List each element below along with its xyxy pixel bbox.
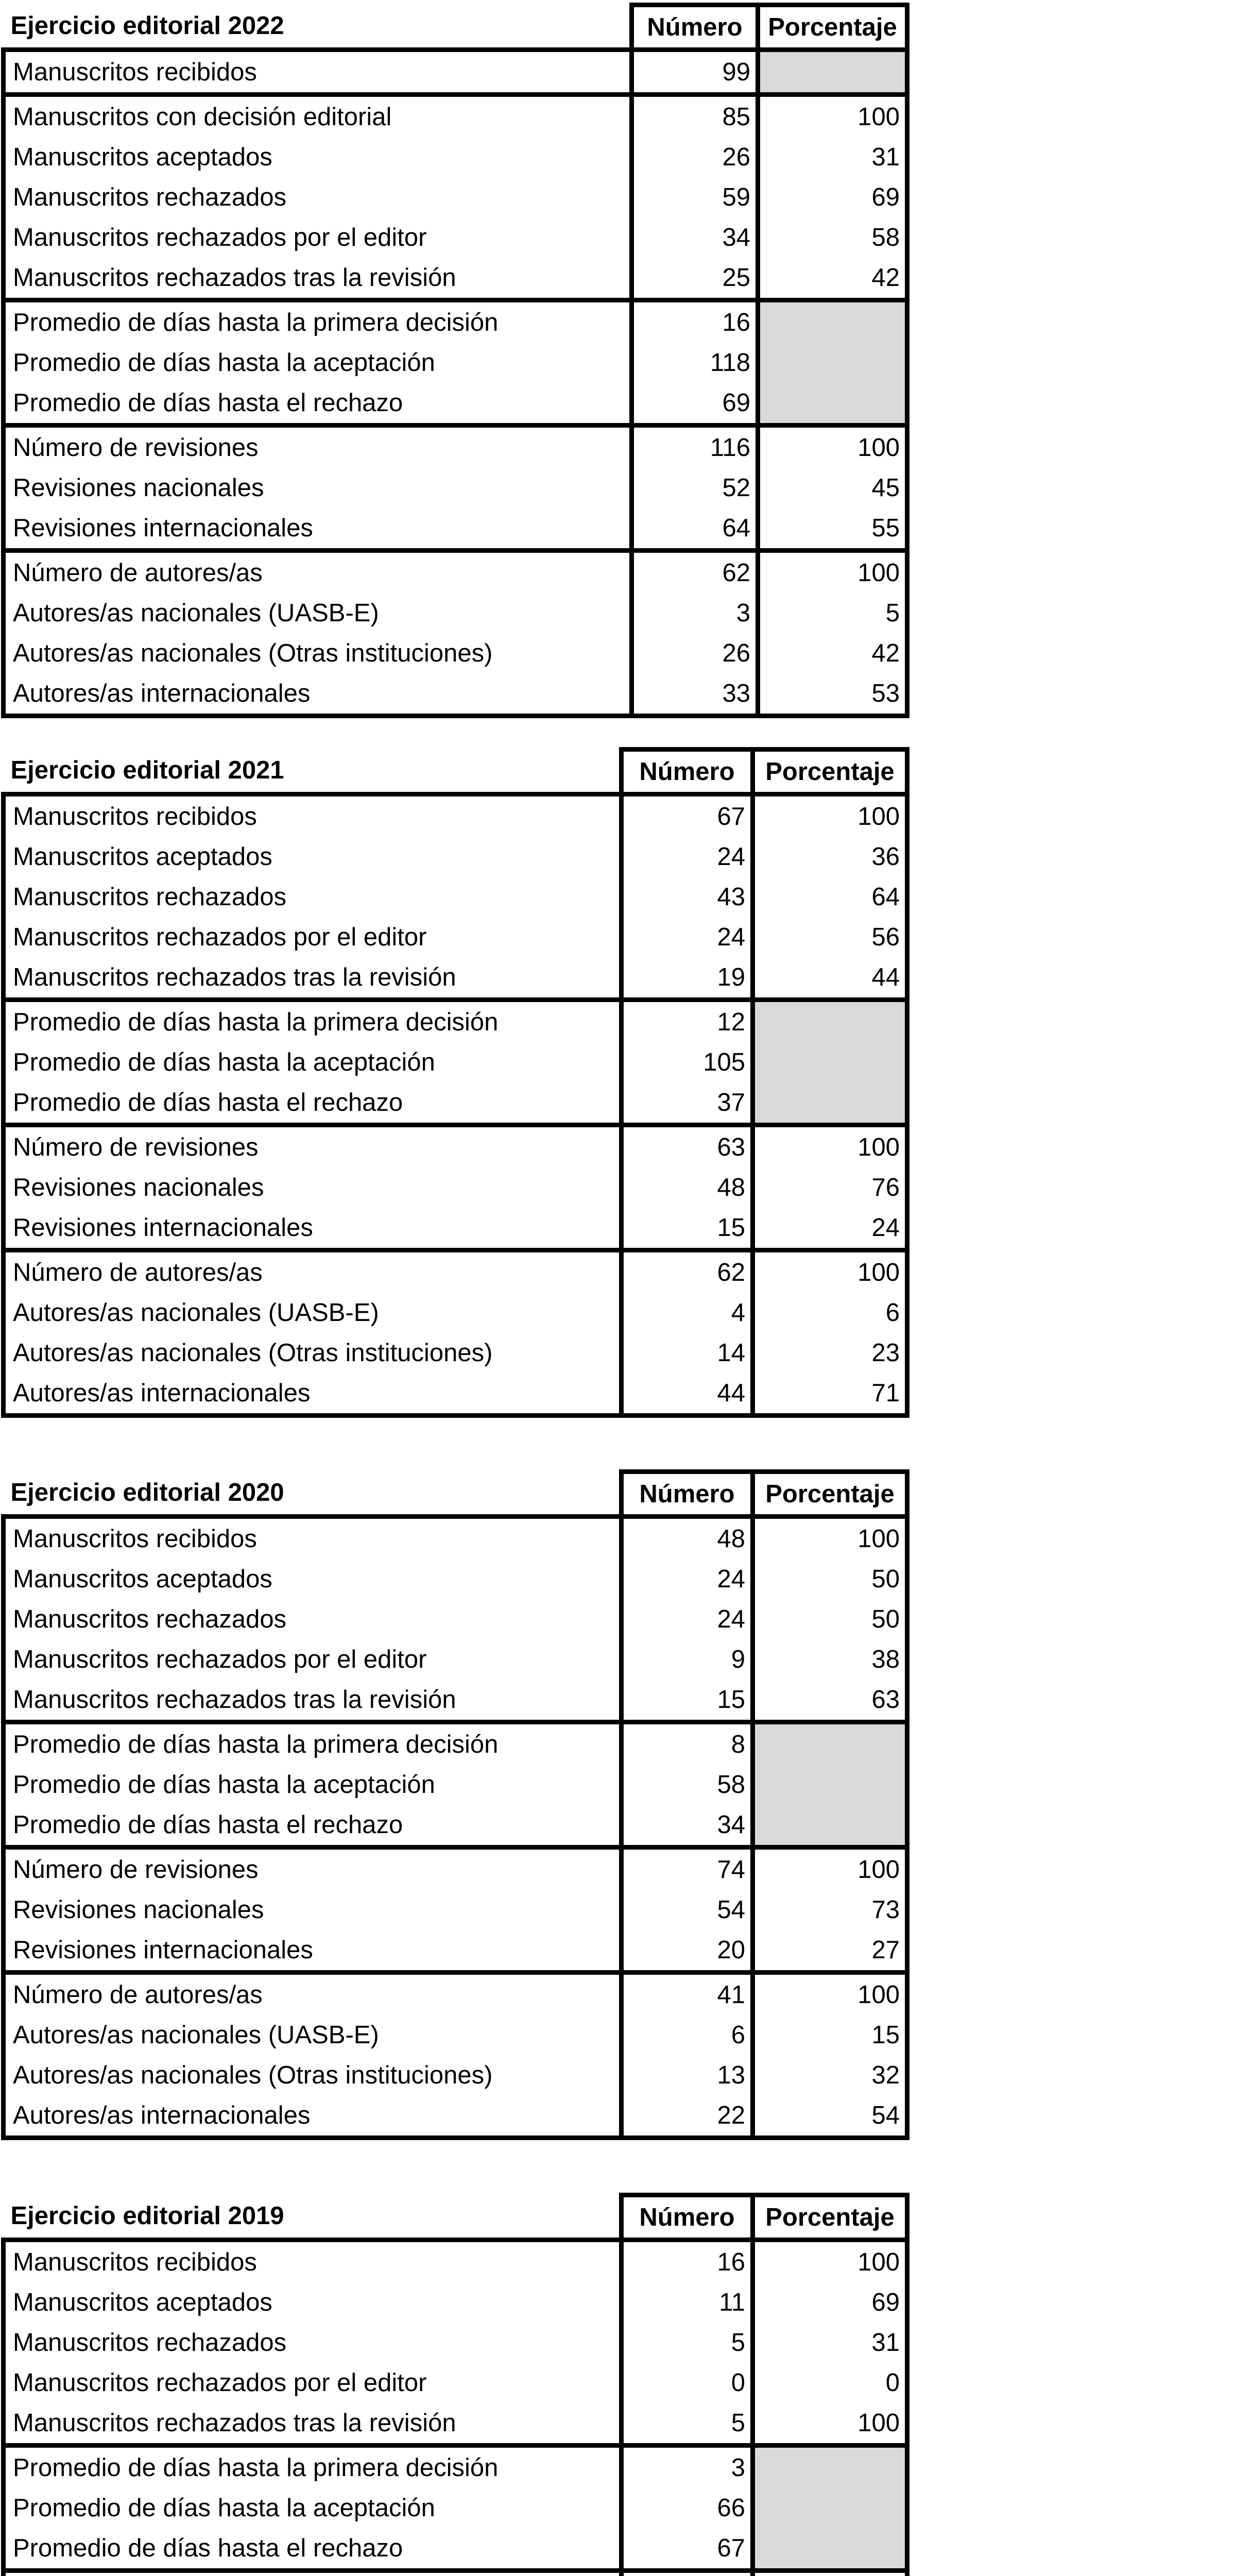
row-label: Promedio de días hasta la primera decisión	[4, 2446, 622, 2488]
row-label: Manuscritos rechazados por el editor	[4, 217, 632, 258]
row-label: Autores/as nacionales (UASB-E)	[4, 2015, 622, 2055]
row-label: Promedio de días hasta el rechazo	[4, 2528, 622, 2571]
row-percent: 73	[753, 1890, 907, 1930]
row-number: 16	[622, 2240, 753, 2283]
row-number: 24	[622, 917, 753, 957]
row-label: Manuscritos aceptados	[4, 137, 632, 177]
row-number: 67	[622, 2528, 753, 2571]
row-percent: 53	[758, 673, 907, 716]
row-label: Autores/as internacionales	[4, 2095, 622, 2138]
row-number: 24	[622, 837, 753, 877]
row-number: 67	[622, 794, 753, 837]
row-label: Manuscritos recibidos	[4, 2240, 622, 2283]
table-row	[4, 1973, 907, 2015]
row-number: 14	[622, 1333, 753, 1373]
row-percent: 27	[753, 1930, 907, 1973]
row-label: Manuscritos rechazados tras la revisión	[4, 957, 622, 1000]
row-label: Número de revisiones	[4, 1848, 622, 1890]
table-row	[4, 1042, 907, 1082]
row-label: Manuscritos rechazados	[4, 2323, 622, 2363]
table-row	[4, 794, 907, 837]
table-row	[4, 1082, 907, 1125]
row-percent: 54	[753, 2095, 907, 2138]
table-row	[4, 300, 907, 343]
row-number: 8	[622, 1722, 753, 1765]
row-percent: 71	[753, 1373, 907, 1416]
table-row	[4, 2403, 907, 2446]
table-row	[4, 2055, 907, 2095]
row-label: Promedio de días hasta la aceptación	[4, 1765, 622, 1805]
table-row	[4, 837, 907, 877]
row-percent: 24	[753, 1208, 907, 1250]
row-number: 118	[632, 343, 758, 383]
row-percent-empty	[753, 1082, 907, 1125]
row-number: 52	[632, 468, 758, 508]
row-label: Promedio de días hasta la primera decisión	[4, 1722, 622, 1765]
table-row	[4, 508, 907, 551]
table-row	[4, 1517, 907, 1560]
table-row	[4, 95, 907, 138]
column-header-number: Número	[632, 5, 758, 50]
table-row	[4, 1599, 907, 1639]
row-percent-empty	[753, 2446, 907, 2488]
row-percent-empty	[753, 1805, 907, 1848]
row-label: Manuscritos recibidos	[4, 794, 622, 837]
row-number: 37	[622, 1082, 753, 1125]
table-row	[4, 2571, 907, 2576]
row-number: 22	[622, 2095, 753, 2138]
row-percent: 76	[753, 1167, 907, 1208]
row-number: 20	[622, 1930, 753, 1973]
table-row	[4, 2095, 907, 2138]
table-row	[4, 1805, 907, 1848]
row-percent: 31	[758, 137, 907, 177]
row-percent: 100	[753, 794, 907, 837]
row-number	[622, 2571, 753, 2576]
row-percent-empty	[753, 2528, 907, 2571]
row-number: 69	[632, 383, 758, 426]
row-percent: 69	[758, 177, 907, 217]
row-label: Autores/as nacionales (Otras instituciones)	[4, 633, 632, 673]
row-label: Revisiones nacionales	[4, 468, 632, 508]
row-number: 26	[632, 137, 758, 177]
column-header-percent: Porcentaje	[753, 2195, 907, 2240]
table-row	[4, 2240, 907, 2283]
table-header-row	[4, 2195, 907, 2240]
row-percent: 100	[753, 1250, 907, 1293]
table-row	[4, 1293, 907, 1333]
row-number: 85	[632, 95, 758, 138]
row-label: Manuscritos rechazados por el editor	[4, 1639, 622, 1680]
row-percent: 100	[753, 1973, 907, 2015]
row-number: 64	[632, 508, 758, 551]
row-label: Promedio de días hasta la aceptación	[4, 343, 632, 383]
row-percent-empty	[753, 1000, 907, 1043]
editorial-table-2022	[1, 3, 909, 718]
editorial-table-2021	[1, 747, 909, 1418]
row-percent: 6	[753, 1293, 907, 1333]
row-number: 43	[622, 877, 753, 917]
row-percent-empty	[753, 1722, 907, 1765]
row-number: 116	[632, 426, 758, 468]
row-label: Manuscritos recibidos	[4, 1517, 622, 1560]
table-row	[4, 383, 907, 426]
row-number: 48	[622, 1167, 753, 1208]
row-label: Manuscritos rechazados por el editor	[4, 917, 622, 957]
table-header-row	[4, 750, 907, 794]
table-row	[4, 1722, 907, 1765]
row-number: 74	[622, 1848, 753, 1890]
table-title: Ejercicio editorial 2021	[10, 756, 284, 785]
row-number: 41	[622, 1973, 753, 2015]
row-percent-empty	[758, 300, 907, 343]
row-number: 66	[622, 2488, 753, 2528]
row-label: Promedio de días hasta el rechazo	[4, 1805, 622, 1848]
row-percent: 0	[753, 2363, 907, 2403]
row-percent-empty	[753, 2488, 907, 2528]
row-percent: 100	[753, 2240, 907, 2283]
row-label: Manuscritos aceptados	[4, 2282, 622, 2323]
row-label: Revisiones internacionales	[4, 1930, 622, 1973]
row-number: 13	[622, 2055, 753, 2095]
row-percent: 55	[758, 508, 907, 551]
row-number: 48	[622, 1517, 753, 1560]
row-label: Promedio de días hasta el rechazo	[4, 383, 632, 426]
row-number: 6	[622, 2015, 753, 2055]
table-row	[4, 2446, 907, 2488]
row-number: 3	[632, 593, 758, 633]
table-row	[4, 137, 907, 177]
row-label: Manuscritos aceptados	[4, 1559, 622, 1599]
row-percent-empty	[753, 1042, 907, 1082]
table-row	[4, 2363, 907, 2403]
row-number: 34	[632, 217, 758, 258]
row-percent-empty	[758, 343, 907, 383]
column-header-percent: Porcentaje	[753, 750, 907, 794]
row-percent: 50	[753, 1559, 907, 1599]
row-number: 9	[622, 1639, 753, 1680]
row-label: Número de autores/as	[4, 1973, 622, 2015]
row-label: Promedio de días hasta la primera decisión	[4, 1000, 622, 1043]
row-label: Manuscritos rechazados	[4, 877, 622, 917]
table-row	[4, 426, 907, 468]
row-label: Manuscritos recibidos	[4, 50, 632, 95]
row-percent: 100	[758, 426, 907, 468]
row-percent: 56	[753, 917, 907, 957]
table-row	[4, 917, 907, 957]
table-row	[4, 177, 907, 217]
row-percent: 100	[753, 1848, 907, 1890]
row-number: 26	[632, 633, 758, 673]
row-number: 25	[632, 258, 758, 300]
column-header-percent: Porcentaje	[753, 1472, 907, 1517]
row-label: Revisiones nacionales	[4, 1890, 622, 1930]
table-row	[4, 468, 907, 508]
row-number: 11	[622, 2282, 753, 2323]
row-percent: 5	[758, 593, 907, 633]
table-row	[4, 1680, 907, 1722]
row-number: 44	[622, 1373, 753, 1416]
table-row	[4, 1848, 907, 1890]
table-row	[4, 217, 907, 258]
row-number: 0	[622, 2363, 753, 2403]
row-number: 12	[622, 1000, 753, 1043]
row-percent: 50	[753, 1599, 907, 1639]
table-row	[4, 1890, 907, 1930]
row-label: Número de autores/as	[4, 551, 632, 594]
table-row	[4, 1333, 907, 1373]
row-percent: 42	[758, 633, 907, 673]
row-percent: 15	[753, 2015, 907, 2055]
row-percent: 100	[758, 551, 907, 594]
table-row	[4, 633, 907, 673]
row-number: 54	[622, 1890, 753, 1930]
row-number: 4	[622, 1293, 753, 1333]
table-row	[4, 2323, 907, 2363]
row-percent: 44	[753, 957, 907, 1000]
row-label: Manuscritos rechazados tras la revisión	[4, 258, 632, 300]
row-percent: 64	[753, 877, 907, 917]
table-row	[4, 1167, 907, 1208]
table-row	[4, 1559, 907, 1599]
table-title: Ejercicio editorial 2022	[10, 12, 284, 40]
row-label: Manuscritos rechazados	[4, 177, 632, 217]
table-row	[4, 957, 907, 1000]
row-number: 33	[632, 673, 758, 716]
row-percent-empty	[758, 383, 907, 426]
row-label: Autores/as nacionales (Otras instituciones)	[4, 1333, 622, 1373]
row-percent: 63	[753, 1680, 907, 1722]
table-title: Ejercicio editorial 2020	[10, 1479, 284, 1507]
row-percent: 100	[758, 95, 907, 138]
table-title: Ejercicio editorial 2019	[10, 2202, 284, 2230]
row-number: 62	[622, 1250, 753, 1293]
table-header-row	[4, 1472, 907, 1517]
row-label: Autores/as nacionales (UASB-E)	[4, 593, 632, 633]
row-number: 59	[632, 177, 758, 217]
table-row	[4, 1930, 907, 1973]
row-label: Manuscritos rechazados tras la revisión	[4, 1680, 622, 1722]
row-percent: 23	[753, 1333, 907, 1373]
row-number: 99	[632, 50, 758, 95]
row-label: Promedio de días hasta la aceptación	[4, 2488, 622, 2528]
row-percent: 100	[753, 2403, 907, 2446]
row-percent: 45	[758, 468, 907, 508]
row-number: 34	[622, 1805, 753, 1848]
column-header-percent: Porcentaje	[758, 5, 907, 50]
table-row	[4, 1373, 907, 1416]
row-percent: 100	[753, 1125, 907, 1168]
row-label: Número de revisiones	[4, 426, 632, 468]
table-row	[4, 1208, 907, 1250]
table-row	[4, 343, 907, 383]
editorial-table-2019	[1, 2193, 909, 2576]
row-label: Promedio de días hasta la primera decisión	[4, 300, 632, 343]
row-label: Promedio de días hasta el rechazo	[4, 1082, 622, 1125]
row-number: 19	[622, 957, 753, 1000]
row-label: Autores/as nacionales (Otras instituciones)	[4, 2055, 622, 2095]
table-row	[4, 258, 907, 300]
row-label: Autores/as nacionales (UASB-E)	[4, 1293, 622, 1333]
row-label: Revisiones internacionales	[4, 508, 632, 551]
row-percent: 100	[753, 1517, 907, 1560]
row-percent-empty	[758, 50, 907, 95]
table-row	[4, 1765, 907, 1805]
row-percent: 36	[753, 837, 907, 877]
table-row	[4, 2015, 907, 2055]
row-label: Manuscritos rechazados tras la revisión	[4, 2403, 622, 2446]
table-row	[4, 877, 907, 917]
table-row	[4, 2282, 907, 2323]
row-label: Manuscritos aceptados	[4, 837, 622, 877]
row-label: Promedio de días hasta la aceptación	[4, 1042, 622, 1082]
row-label: Manuscritos con decisión editorial	[4, 95, 632, 138]
row-label: Número de revisiones	[4, 1125, 622, 1168]
row-label: Revisiones internacionales	[4, 1208, 622, 1250]
column-header-number: Número	[622, 2195, 753, 2240]
row-number: 5	[622, 2403, 753, 2446]
row-percent: 31	[753, 2323, 907, 2363]
table-row	[4, 50, 907, 95]
row-number: 5	[622, 2323, 753, 2363]
row-number: 15	[622, 1208, 753, 1250]
row-number: 24	[622, 1599, 753, 1639]
row-number: 63	[622, 1125, 753, 1168]
row-number: 62	[632, 551, 758, 594]
table-row	[4, 593, 907, 633]
row-percent: 42	[758, 258, 907, 300]
row-percent: 69	[753, 2282, 907, 2323]
table-row	[4, 1000, 907, 1043]
row-label: Autores/as internacionales	[4, 673, 632, 716]
row-label: Manuscritos rechazados por el editor	[4, 2363, 622, 2403]
table-row	[4, 673, 907, 716]
table-row	[4, 1250, 907, 1293]
table-row	[4, 2488, 907, 2528]
row-label: Número de autores/as	[4, 1250, 622, 1293]
row-percent: 58	[758, 217, 907, 258]
row-number: 58	[622, 1765, 753, 1805]
row-number: 105	[622, 1042, 753, 1082]
column-header-number: Número	[622, 1472, 753, 1517]
row-label: Revisiones nacionales	[4, 1167, 622, 1208]
row-number: 16	[632, 300, 758, 343]
table-row	[4, 2528, 907, 2571]
row-label	[4, 2571, 622, 2576]
table-row	[4, 1639, 907, 1680]
table-row	[4, 551, 907, 594]
row-label: Autores/as internacionales	[4, 1373, 622, 1416]
editorial-table-2020	[1, 1469, 909, 2140]
row-number: 24	[622, 1559, 753, 1599]
row-percent-empty	[753, 1765, 907, 1805]
row-label: Manuscritos rechazados	[4, 1599, 622, 1639]
row-percent: 38	[753, 1639, 907, 1680]
column-header-number: Número	[622, 750, 753, 794]
table-header-row	[4, 5, 907, 50]
row-number: 3	[622, 2446, 753, 2488]
row-percent: 32	[753, 2055, 907, 2095]
table-row	[4, 1125, 907, 1168]
row-percent	[753, 2571, 907, 2576]
row-number: 15	[622, 1680, 753, 1722]
